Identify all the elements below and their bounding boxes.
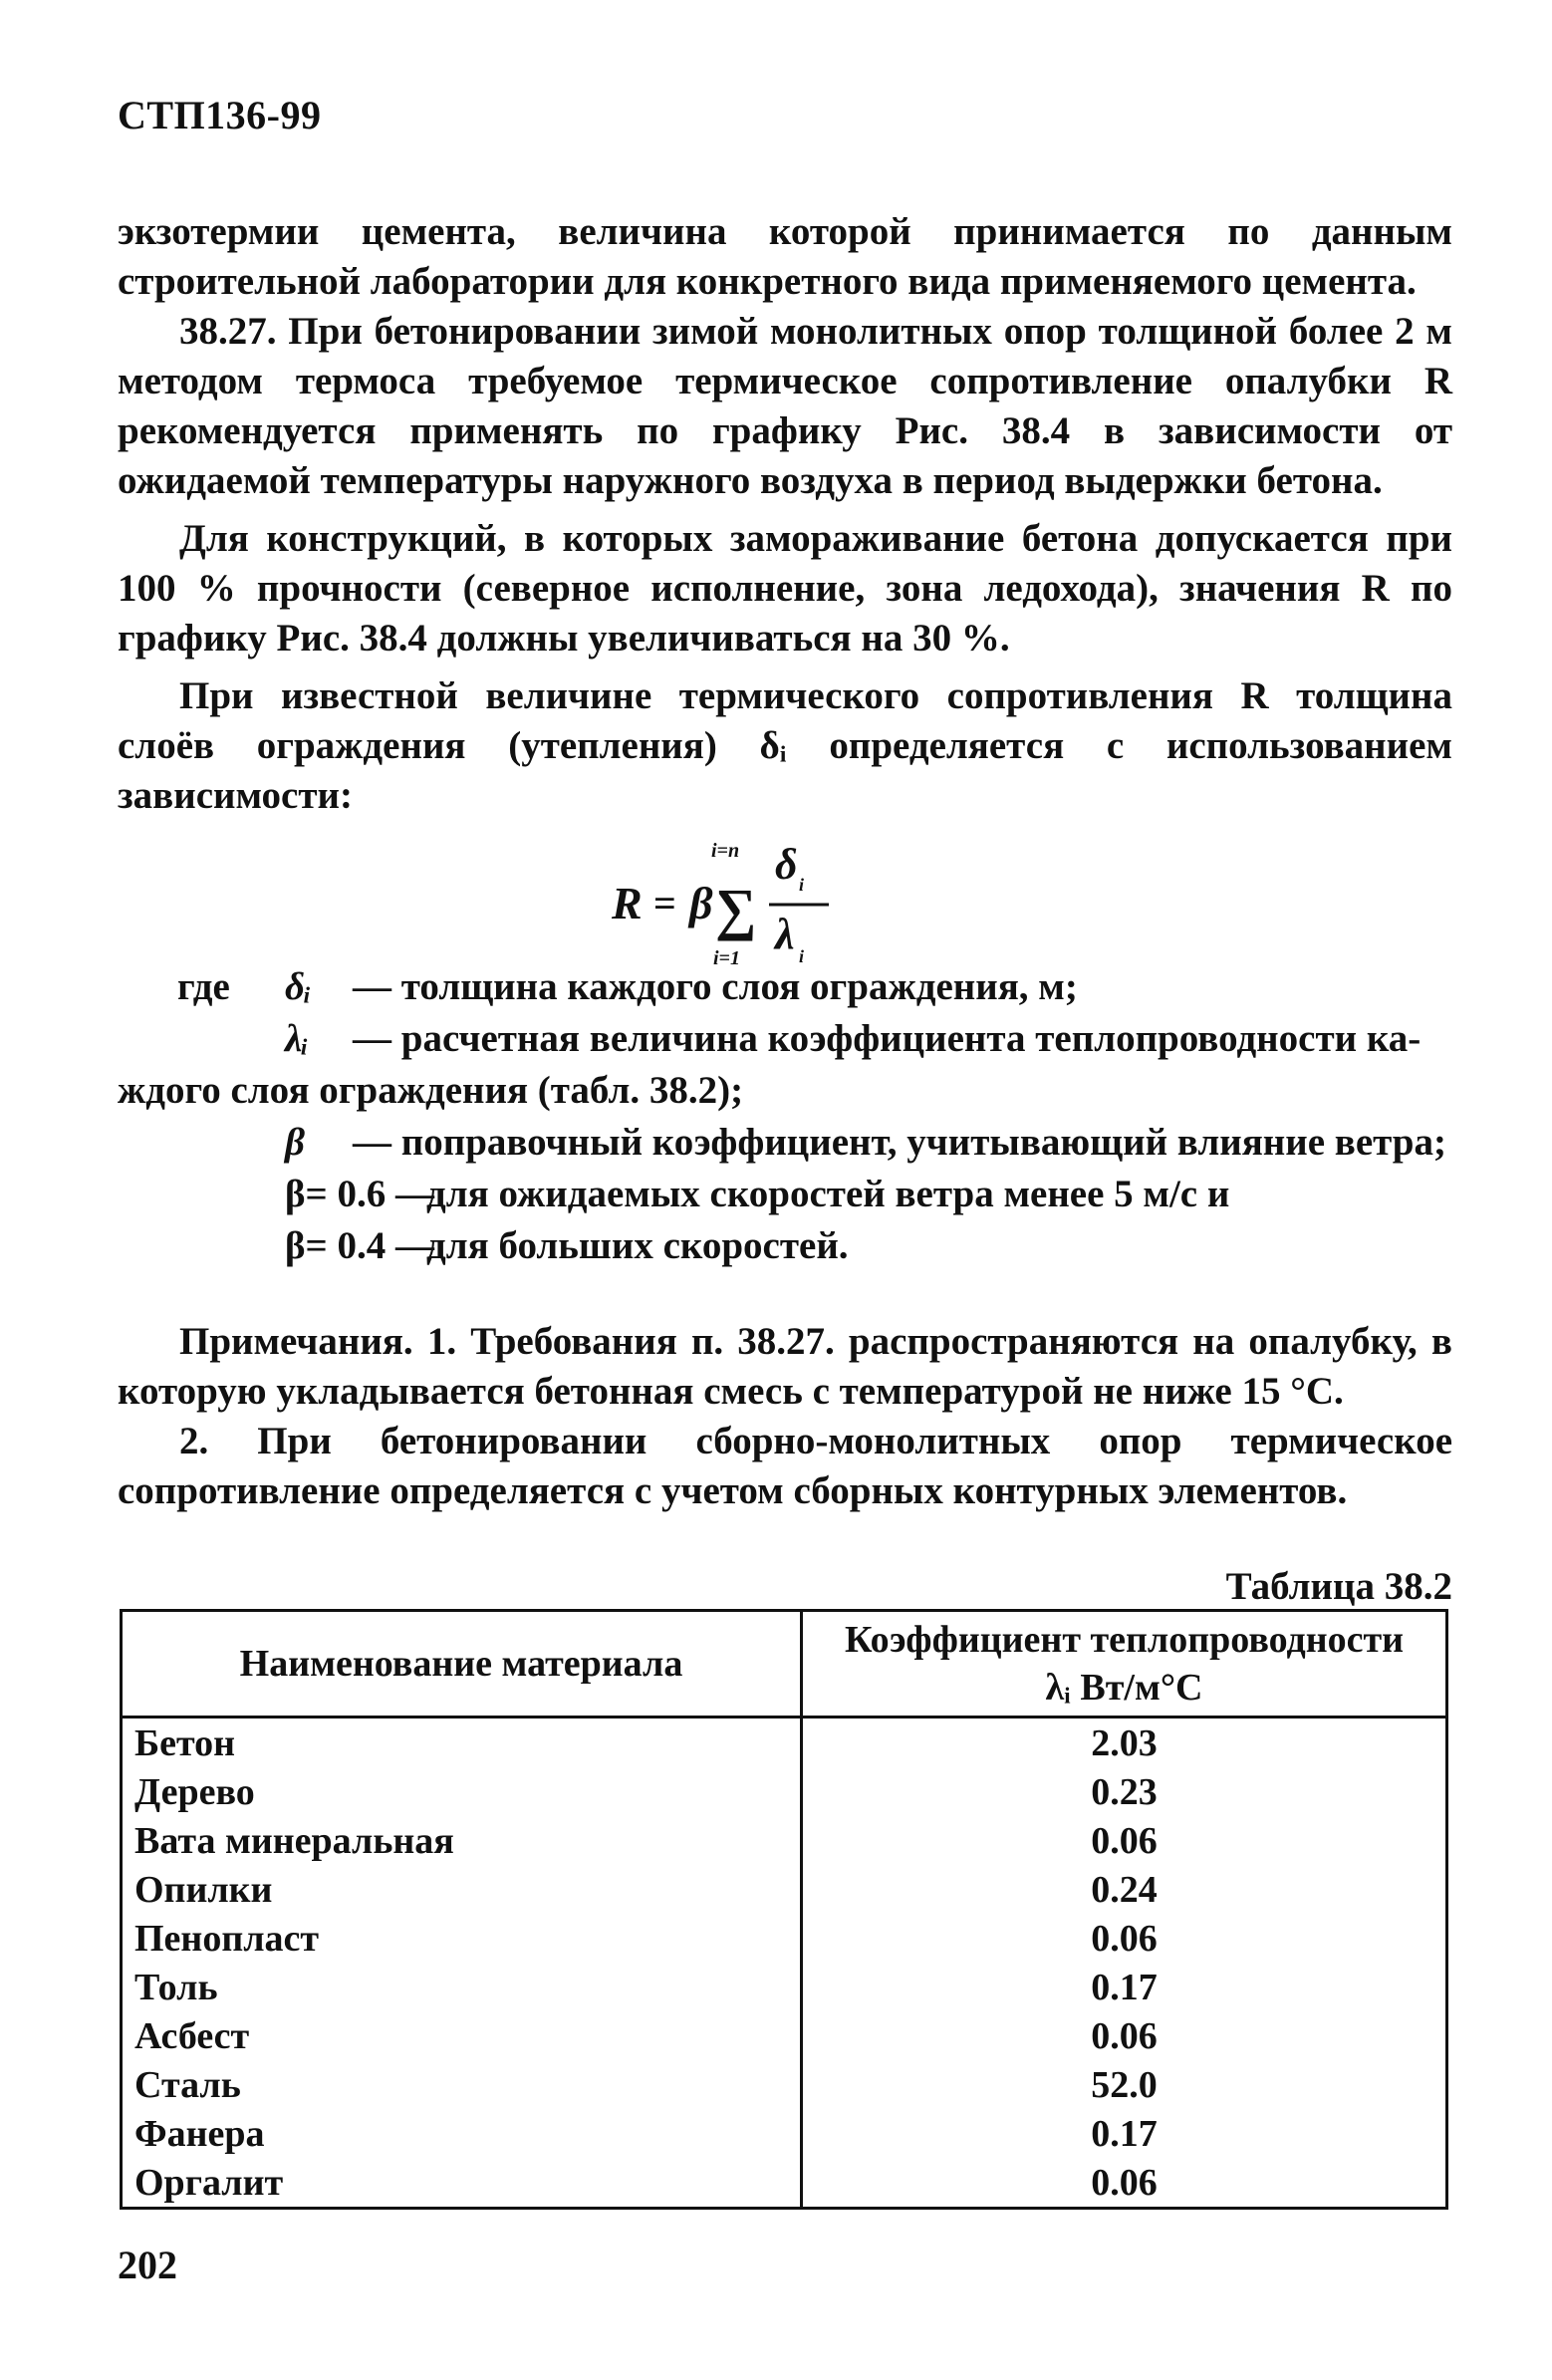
definitions-list [118,962,1452,1273]
formula-numerator-sub: i [799,875,805,895]
definition-lambda [118,1014,1452,1066]
value-cell: 0.17 [802,2109,1447,2158]
formula-numerator: δ [775,840,798,889]
value-cell: 0.23 [802,1767,1447,1816]
formula-lhs: R [612,878,643,928]
paragraph-continuation: экзотермии цемента, величина которой принимается по данным строительной лаборатории для конкретного вида применяемого цемента. [118,210,1452,303]
value-cell: 0.06 [802,1816,1447,1865]
definition-beta-04 [118,1221,1452,1273]
table-row [122,1718,1447,1768]
definition-symbol: β [285,1121,305,1164]
where-label: где [177,965,230,1008]
material-cell: Асбест [122,2011,802,2060]
page-number: 202 [118,2243,177,2287]
document-code-header: СТП136-99 [118,93,322,137]
definition-symbol: δᵢ [285,965,312,1008]
header-coefficient-line1: Коэффициент теплопроводности [844,1619,1405,1661]
value-cell: 0.06 [802,1914,1447,1963]
definition-text: для больших скоростей. [426,1224,849,1267]
notes-block [118,1317,1452,1516]
definition-text: — расчетная величина коэффициента теплопроводности ка- [353,1017,1422,1060]
table-row [122,1914,1447,1963]
table-row [122,2109,1447,2158]
definition-lambda-continuation: ждого слоя ограждения (табл. 38.2); [118,1069,744,1112]
definition-text: — толщина каждого слоя ограждения, м; [353,965,1078,1008]
paragraph-thickness: При известной величине термического сопротивления R толщина слоёв ограждения (утепления) δᵢ определяется с использованием зависимости: [118,674,1452,817]
table-row [122,2060,1447,2109]
definition-text: для ожидаемых скоростей ветра менее 5 м/с и [426,1173,1230,1215]
thermal-conductivity-table [120,1609,1448,2210]
table-row [122,1816,1447,1865]
paragraph-northern: Для конструкций, в которых замораживание бетона допускается при 100 % прочности (северное исполнение, зона ледохода), значения R по графику Рис. 38.4 должны увеличиваться на 30 %. [118,517,1452,660]
definition-symbol: β= 0.4 — [285,1224,435,1267]
note-2: 2. При бетонировании сборно-монолитных опор термическое сопротивление определяется с учетом сборных контурных элементов. [118,1420,1452,1512]
material-cell: Толь [122,1963,802,2011]
paragraph-38-27: 38.27. При бетонировании зимой монолитных опор толщиной более 2 м методом термоса требуемое термическое сопротивление опалубки R рекомендуется применять по графику Рис. 38.4 в зависимости от ожидаемой температуры наружного воздуха в период выдержки бетона. [118,310,1452,502]
definition-symbol: λᵢ [285,1017,309,1060]
formula-lower-limit: i=1 [713,947,740,969]
body-text [118,207,1452,821]
thermal-resistance-formula [604,819,863,978]
header-coefficient-line2: λᵢ Вт/м°С [1045,1667,1203,1709]
material-cell: Пенопласт [122,1914,802,1963]
definition-symbol: β= 0.6 — [285,1173,435,1215]
table-row [122,2011,1447,2060]
value-cell: 0.06 [802,2158,1447,2209]
table-header-row [122,1611,1447,1718]
table-row [122,2158,1447,2209]
definition-text: — поправочный коэффициент, учитывающий влияние ветра; [353,1121,1446,1164]
material-cell: Вата минеральная [122,1816,802,1865]
formula-denominator-sub: i [799,946,805,966]
formula-coef: β [689,878,713,928]
value-cell: 0.24 [802,1865,1447,1914]
formula-upper-limit: i=n [711,840,740,862]
table-caption: Таблица 38.2 [1225,1565,1452,1608]
material-cell: Опилки [122,1865,802,1914]
material-cell: Оргалит [122,2158,802,2209]
formula-denominator: λ [775,910,795,958]
header-material: Наименование материала [122,1611,802,1718]
formula-equals: = [653,881,676,926]
material-cell: Дерево [122,1767,802,1816]
definition-beta-06 [118,1170,1452,1221]
table-row [122,1767,1447,1816]
value-cell: 0.17 [802,1963,1447,2011]
formula-sum-sign: ∑ [715,877,757,941]
table-row [122,1865,1447,1914]
material-cell: Фанера [122,2109,802,2158]
header-coefficient [802,1611,1447,1718]
value-cell: 52.0 [802,2060,1447,2109]
material-cell: Бетон [122,1718,802,1768]
value-cell: 0.06 [802,2011,1447,2060]
note-1: Примечания. 1. Требования п. 38.27. распространяются на опалубку, в которую укладывается бетонная смесь с температурой не ниже 15 °С. [118,1320,1452,1413]
material-cell: Сталь [122,2060,802,2109]
definition-delta [118,962,1452,1014]
table-row [122,1963,1447,2011]
definition-beta [118,1118,1452,1170]
value-cell: 2.03 [802,1718,1447,1768]
